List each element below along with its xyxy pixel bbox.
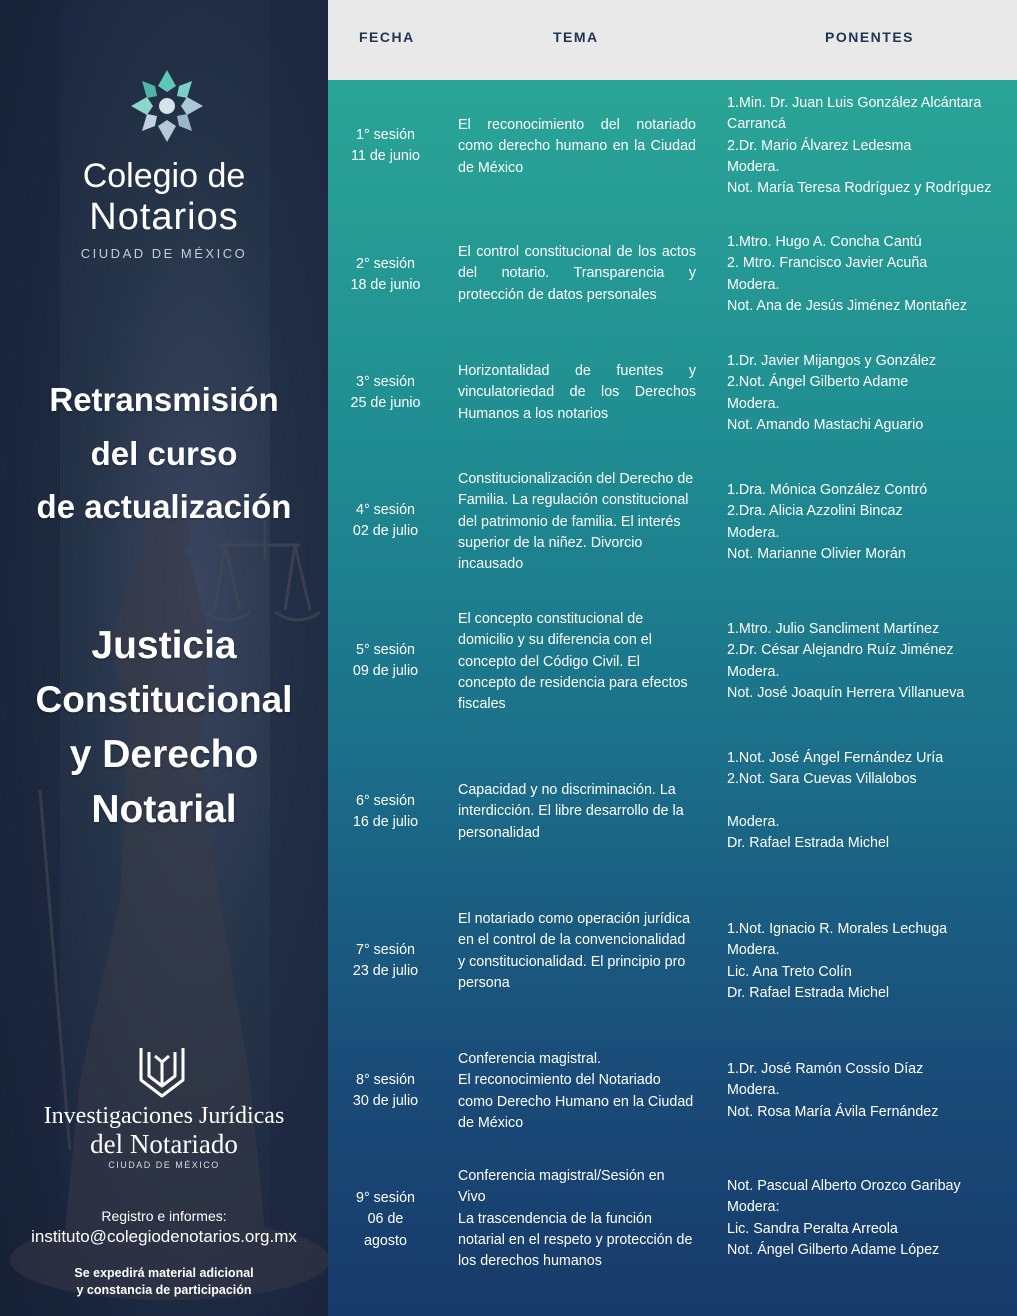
row9-ponentes: Not. Pascual Alberto Orozco Garibay Modera: Lic. Sandra Peralta Arreola Not. Ángel Gilberto Adame López <box>727 1178 961 1258</box>
row4-fecha: 4° sesión 02 de julio <box>352 502 419 540</box>
institute-subtitle: CIUDAD DE MÉXICO <box>108 1160 220 1170</box>
colegio-logo-icon <box>122 66 212 146</box>
row2-ponentes: 1.Mtro. Hugo A. Concha Cantú 2. Mtro. Francisco Javier Acuña Modera. Not. Ana de Jesús Jiménez Montañez <box>727 234 968 314</box>
row8-tema: Conferencia magistral. El reconocimiento del Notariado como Derecho Humano en la Ciudad de México <box>458 1051 694 1131</box>
row5-tema: El concepto constitucional de domicilio y su diferencia con el concepto del Código Civil. El concepto de residencia para efectos fiscales <box>458 611 688 713</box>
row4-tema: Constitucionalización del Derecho de Familia. La regulación constitucional del patrimonio de familia. El interés superior de la niñez. Divorcio incausado <box>458 471 694 573</box>
row6-fecha: 6° sesión 16 de julio <box>352 793 419 831</box>
row9-tema: Conferencia magistral/Sesión en Vivo La trascendencia de la función notarial en el respeto y protección de los derechos humanos <box>458 1168 693 1270</box>
row1-fecha: 1° sesión 11 de junio <box>351 127 420 165</box>
college-name-line1: Colegio de <box>82 157 246 195</box>
heading-retransmision-3: de actualización <box>36 488 292 525</box>
header-ponentes: PONENTES <box>825 29 915 45</box>
row3-ponentes: 1.Dr. Javier Mijangos y González 2.Not. Ángel Gilberto Adame Modera. Not. Amando Mastachi Aguario <box>727 353 936 433</box>
row8-fecha: 8° sesión 30 de julio <box>352 1072 419 1110</box>
contact-email-link[interactable]: instituto@colegiodenotarios.org.mx <box>31 1227 297 1246</box>
row1-tema: El reconocimiento del notariado como derecho humano en la Ciudad de México <box>458 117 696 176</box>
heading-retransmision-1: Retransmisión <box>49 381 279 418</box>
institute-name-line1: Investigaciones Jurídicas <box>43 1103 285 1129</box>
row2-fecha: 2° sesión 18 de junio <box>350 256 421 294</box>
college-subtitle: CIUDAD DE MÉXICO <box>80 246 248 261</box>
course-title-line1: Justicia <box>91 624 237 667</box>
row7-tema: El notariado como operación jurídica en el control de la convencionalidad y constitucionalidad. El principio pro persona <box>458 911 691 991</box>
course-title-line4: Notarial <box>91 788 237 831</box>
heading-retransmision-2: del curso <box>90 435 238 472</box>
row8-ponentes: 1.Dr. José Ramón Cossío Díaz Modera. Not. Rosa María Ávila Fernández <box>727 1061 939 1120</box>
left-panel <box>0 0 328 1316</box>
row7-fecha: 7° sesión 23 de julio <box>352 942 419 980</box>
row5-ponentes: 1.Mtro. Julio Sancliment Martínez 2.Dr. César Alejandro Ruíz Jiménez Modera. Not. José Joaquín Herrera Villanueva <box>727 621 965 701</box>
row7-ponentes: 1.Not. Ignacio R. Morales Lechuga Modera. Lic. Ana Treto Colín Dr. Rafael Estrada Michel <box>727 921 948 1001</box>
registro-label: Registro e informes: <box>101 1208 227 1224</box>
row2-tema: El control constitucional de los actos del notario. Transparencia y protección de datos personales <box>458 244 696 303</box>
header-fecha: FECHA <box>359 29 415 45</box>
row3-fecha: 3° sesión 25 de junio <box>350 374 421 412</box>
note-line2: y constancia de participación <box>76 1283 252 1297</box>
college-name-line2: Notarios <box>89 196 239 238</box>
table-header <box>328 0 1017 80</box>
course-title-line2: Constitucional <box>35 679 293 720</box>
row6-tema: Capacidad y no discriminación. La interdicción. El libre desarrollo de la personalidad <box>458 782 684 841</box>
institute-name-line2: del Notariado <box>90 1129 238 1159</box>
row1-ponentes: 1.Min. Dr. Juan Luis González Alcántara Carrancá 2.Dr. Mario Álvarez Ledesma Modera. Not. María Teresa Rodríguez y Rodríguez <box>727 95 992 197</box>
note-line1: Se expedirá material adicional <box>74 1266 254 1280</box>
row6-ponentes: 1.Not. José Ángel Fernández Uría 2.Not. Sara Cuevas Villalobos Modera. Dr. Rafael Estrada Michel <box>727 750 944 852</box>
schedule-table <box>328 80 1017 1316</box>
row9-fecha: 9° sesión 06 de agosto <box>356 1190 415 1249</box>
row4-ponentes: 1.Dra. Mónica González Contró 2.Dra. Alicia Azzolini Bincaz Modera. Not. Marianne Olivier Morán <box>727 482 928 562</box>
schedule-panel <box>328 0 1017 1316</box>
course-title-line3: y Derecho <box>69 733 259 776</box>
header-tema: TEMA <box>553 29 599 45</box>
row5-fecha: 5° sesión 09 de julio <box>352 642 419 680</box>
row3-tema: Horizontalidad de fuentes y vinculatoriedad de los Derechos Humanos a los notarios <box>458 363 696 422</box>
institute-book-logo-icon <box>137 1042 187 1102</box>
